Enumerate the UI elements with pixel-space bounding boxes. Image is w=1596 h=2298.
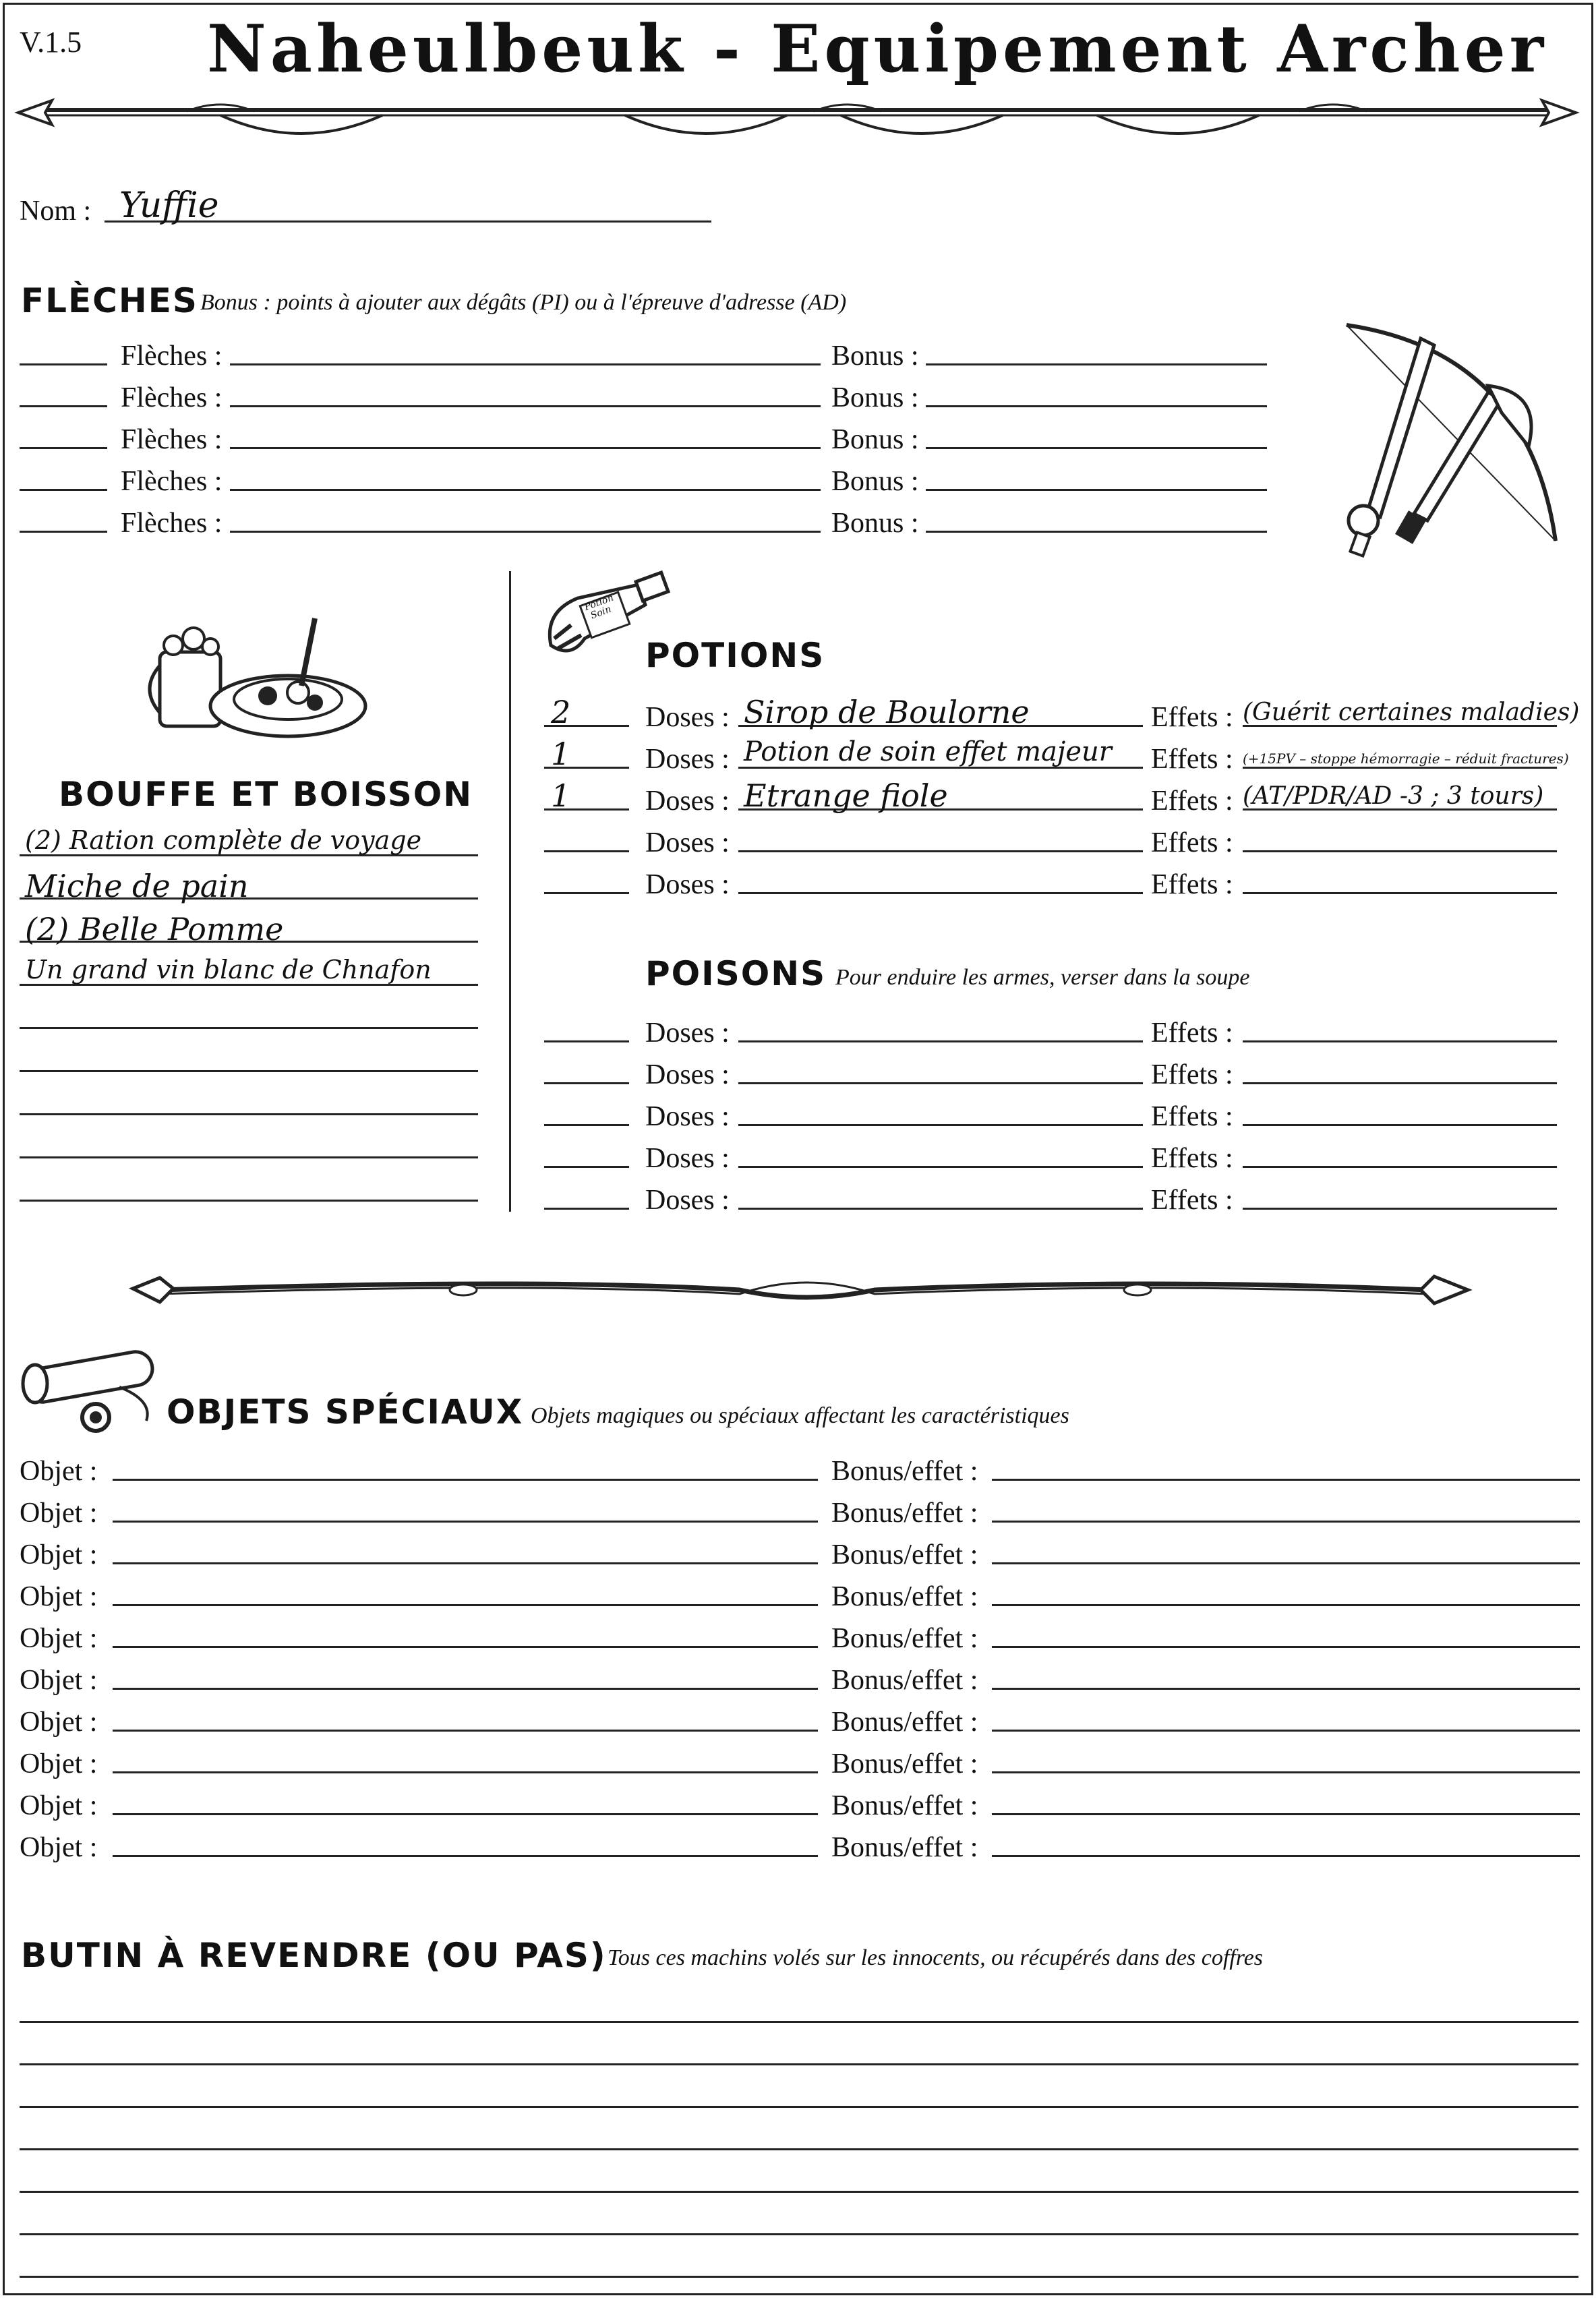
arrow-bonus-label: Bonus : <box>831 424 919 455</box>
special-bonus-field[interactable] <box>992 1562 1580 1564</box>
poison-doses-label: Doses : <box>645 1018 730 1049</box>
poison-effects-label: Effets : <box>1151 1059 1233 1090</box>
special-object-label: Objet : <box>20 1832 98 1863</box>
food-item[interactable]: Miche de pain <box>25 868 249 904</box>
loot-line[interactable] <box>20 2191 1578 2193</box>
potion-name-value: Sirop de Boulorne <box>744 694 1030 730</box>
arrow-qty-field[interactable] <box>20 447 107 449</box>
arrow-name-field[interactable] <box>230 363 821 365</box>
potion-bottle-label: Potion Soin <box>583 592 616 622</box>
food-line <box>20 1200 478 1202</box>
special-section-subtitle: Objets magiques ou spéciaux affectant les caractéristiques <box>531 1403 1069 1428</box>
arrow-name-field[interactable] <box>230 489 821 491</box>
poison-effect-field[interactable] <box>1243 1166 1557 1168</box>
arrow-bonus-label: Bonus : <box>831 508 919 539</box>
food-section-title: BOUFFE ET BOISSON <box>59 775 473 814</box>
potion-name-value: Potion de soin effet majeur <box>744 736 1112 767</box>
potion-effects-label: Effets : <box>1151 827 1233 858</box>
special-object-label: Objet : <box>20 1623 98 1654</box>
arrow-qty-field[interactable] <box>20 363 107 365</box>
special-section-title: OBJETS SPÉCIAUX <box>167 1392 524 1432</box>
special-bonus-field[interactable] <box>992 1813 1580 1815</box>
arrow-bonus-label: Bonus : <box>831 466 919 497</box>
arrow-row-label: Flèches : <box>121 508 223 539</box>
special-bonus-label: Bonus/effet : <box>831 1707 978 1738</box>
potion-effects-label: Effets : <box>1151 786 1233 817</box>
special-object-label: Objet : <box>20 1456 98 1487</box>
potion-qty-value: 1 <box>551 777 571 814</box>
loot-section-title: BUTIN À REVENDRE (OU PAS) <box>21 1936 607 1975</box>
poison-effect-field[interactable] <box>1243 1208 1557 1210</box>
poison-name-field[interactable] <box>738 1082 1143 1084</box>
special-bonus-field[interactable] <box>992 1855 1580 1857</box>
special-object-label: Objet : <box>20 1498 98 1529</box>
special-object-label: Objet : <box>20 1539 98 1570</box>
arrow-bonus-field[interactable] <box>926 447 1267 449</box>
arrow-qty-field[interactable] <box>20 405 107 407</box>
loot-line[interactable] <box>20 2021 1578 2023</box>
special-bonus-label: Bonus/effet : <box>831 1790 978 1821</box>
special-bonus-label: Bonus/effet : <box>831 1581 978 1612</box>
potion-name-field[interactable] <box>738 892 1143 894</box>
arrow-bonus-field[interactable] <box>926 363 1267 365</box>
potion-effect-value: (AT/PDR/AD -3 ; 3 tours) <box>1243 782 1544 810</box>
name-label: Nom : <box>20 196 92 227</box>
weapons-icon <box>1326 312 1583 561</box>
loot-line[interactable] <box>20 2063 1578 2065</box>
column-divider <box>509 571 511 1212</box>
arrow-bonus-field[interactable] <box>926 405 1267 407</box>
food-item[interactable]: (2) Belle Pomme <box>25 911 284 947</box>
poison-effects-label: Effets : <box>1151 1101 1233 1132</box>
arrows-section-title: FLÈCHES <box>21 281 198 320</box>
special-object-label: Objet : <box>20 1665 98 1696</box>
potion-name-value: Etrange fiole <box>744 777 948 814</box>
special-object-field[interactable] <box>113 1813 818 1815</box>
arrow-name-field[interactable] <box>230 531 821 533</box>
arrow-bonus-label: Bonus : <box>831 341 919 372</box>
special-object-label: Objet : <box>20 1707 98 1738</box>
poison-name-field[interactable] <box>738 1208 1143 1210</box>
loot-line[interactable] <box>20 2148 1578 2150</box>
poison-name-field[interactable] <box>738 1040 1143 1042</box>
special-object-field[interactable] <box>113 1604 818 1606</box>
arrow-bonus-label: Bonus : <box>831 382 919 413</box>
special-bonus-label: Bonus/effet : <box>831 1623 978 1654</box>
arrow-name-field[interactable] <box>230 447 821 449</box>
loot-line[interactable] <box>20 2233 1578 2235</box>
poison-effects-label: Effets : <box>1151 1143 1233 1174</box>
potion-doses-label: Doses : <box>645 702 730 733</box>
special-bonus-label: Bonus/effet : <box>831 1665 978 1696</box>
potion-doses-label: Doses : <box>645 869 730 900</box>
poison-doses-label: Doses : <box>645 1059 730 1090</box>
poison-qty-field[interactable] <box>544 1124 629 1126</box>
poison-doses-label: Doses : <box>645 1185 730 1216</box>
arrow-qty-field[interactable] <box>20 531 107 533</box>
staff-divider-icon <box>133 1264 1468 1312</box>
food-item[interactable]: (2) Ration complète de voyage <box>25 825 422 855</box>
potion-name-field[interactable] <box>738 850 1143 852</box>
potion-effect-value: (+15PV – stoppe hémorragie – réduit fractures) <box>1243 750 1569 767</box>
poison-qty-field[interactable] <box>544 1166 629 1168</box>
loot-section-subtitle: Tous ces machins volés sur les innocents, ou récupérés dans des coffres <box>608 1945 1264 1970</box>
special-bonus-field[interactable] <box>992 1688 1580 1690</box>
special-object-field[interactable] <box>113 1521 818 1523</box>
arrow-row-label: Flèches : <box>121 341 223 372</box>
arrow-bonus-field[interactable] <box>926 489 1267 491</box>
special-object-field[interactable] <box>113 1646 818 1648</box>
poison-effect-field[interactable] <box>1243 1082 1557 1084</box>
arrow-qty-field[interactable] <box>20 489 107 491</box>
special-object-field[interactable] <box>113 1730 818 1732</box>
special-bonus-field[interactable] <box>992 1646 1580 1648</box>
potion-effect-field[interactable] <box>1243 892 1557 894</box>
potion-doses-label: Doses : <box>645 827 730 858</box>
special-bonus-label: Bonus/effet : <box>831 1748 978 1779</box>
special-object-label: Objet : <box>20 1790 98 1821</box>
loot-line[interactable] <box>20 2276 1578 2278</box>
page-title: Naheulbeuk - Equipement Archer <box>207 11 1548 87</box>
special-object-field[interactable] <box>113 1771 818 1773</box>
arrow-row-label: Flèches : <box>121 466 223 497</box>
poison-doses-label: Doses : <box>645 1101 730 1132</box>
loot-line[interactable] <box>20 2106 1578 2108</box>
potion-effect-field[interactable] <box>1243 850 1557 852</box>
special-bonus-field[interactable] <box>992 1730 1580 1732</box>
special-bonus-field[interactable] <box>992 1604 1580 1606</box>
poison-effect-field[interactable] <box>1243 1124 1557 1126</box>
special-bonus-label: Bonus/effet : <box>831 1456 978 1487</box>
name-field[interactable]: Yuffie <box>119 185 219 226</box>
food-line <box>20 1156 478 1158</box>
food-line <box>20 1027 478 1029</box>
special-bonus-field[interactable] <box>992 1771 1580 1773</box>
special-object-field[interactable] <box>113 1479 818 1481</box>
potion-effects-label: Effets : <box>1151 744 1233 775</box>
arrow-name-field[interactable] <box>230 405 821 407</box>
special-object-field[interactable] <box>113 1855 818 1857</box>
potion-qty-field[interactable] <box>544 850 629 852</box>
arrows-section-subtitle: Bonus : points à ajouter aux dégâts (PI) ou à l'épreuve d'adresse (AD) <box>200 290 847 315</box>
potion-effect-field[interactable] <box>1243 767 1557 769</box>
special-bonus-label: Bonus/effet : <box>831 1498 978 1529</box>
potion-effects-label: Effets : <box>1151 869 1233 900</box>
food-item[interactable]: Un grand vin blanc de Chnafon <box>25 955 432 984</box>
poison-effects-label: Effets : <box>1151 1018 1233 1049</box>
poisons-section-subtitle: Pour enduire les armes, verser dans la soupe <box>835 965 1250 990</box>
special-object-field[interactable] <box>113 1562 818 1564</box>
food-icon <box>146 612 369 740</box>
arrow-row-label: Flèches : <box>121 382 223 413</box>
special-bonus-label: Bonus/effet : <box>831 1832 978 1863</box>
poison-qty-field[interactable] <box>544 1040 629 1042</box>
special-object-label: Objet : <box>20 1748 98 1779</box>
poison-effect-field[interactable] <box>1243 1040 1557 1042</box>
food-line <box>20 1113 478 1115</box>
special-bonus-field[interactable] <box>992 1479 1580 1481</box>
potions-section-title: POTIONS <box>645 636 825 675</box>
potion-effects-label: Effets : <box>1151 702 1233 733</box>
special-bonus-label: Bonus/effet : <box>831 1539 978 1570</box>
special-bonus-field[interactable] <box>992 1521 1580 1523</box>
special-object-field[interactable] <box>113 1688 818 1690</box>
poisons-section-title: POISONS <box>645 954 827 993</box>
potion-qty-value: 2 <box>551 694 571 730</box>
poison-doses-label: Doses : <box>645 1143 730 1174</box>
arrow-divider-icon <box>18 91 1576 145</box>
arrow-row-label: Flèches : <box>121 424 223 455</box>
poison-qty-field[interactable] <box>544 1208 629 1210</box>
potion-doses-label: Doses : <box>645 786 730 817</box>
version-label: V.1.5 <box>20 26 82 59</box>
special-object-label: Objet : <box>20 1581 98 1612</box>
poison-effects-label: Effets : <box>1151 1185 1233 1216</box>
poison-name-field[interactable] <box>738 1166 1143 1168</box>
potion-qty-field[interactable] <box>544 892 629 894</box>
potion-effect-value: (Guérit certaines maladies) <box>1243 699 1580 726</box>
food-line <box>20 1070 478 1072</box>
equipment-sheet <box>3 3 1593 2295</box>
arrow-bonus-field[interactable] <box>926 531 1267 533</box>
poison-qty-field[interactable] <box>544 1082 629 1084</box>
poison-name-field[interactable] <box>738 1124 1143 1126</box>
potion-doses-label: Doses : <box>645 744 730 775</box>
scroll-ring-icon <box>18 1347 167 1434</box>
potion-qty-value: 1 <box>551 736 571 772</box>
